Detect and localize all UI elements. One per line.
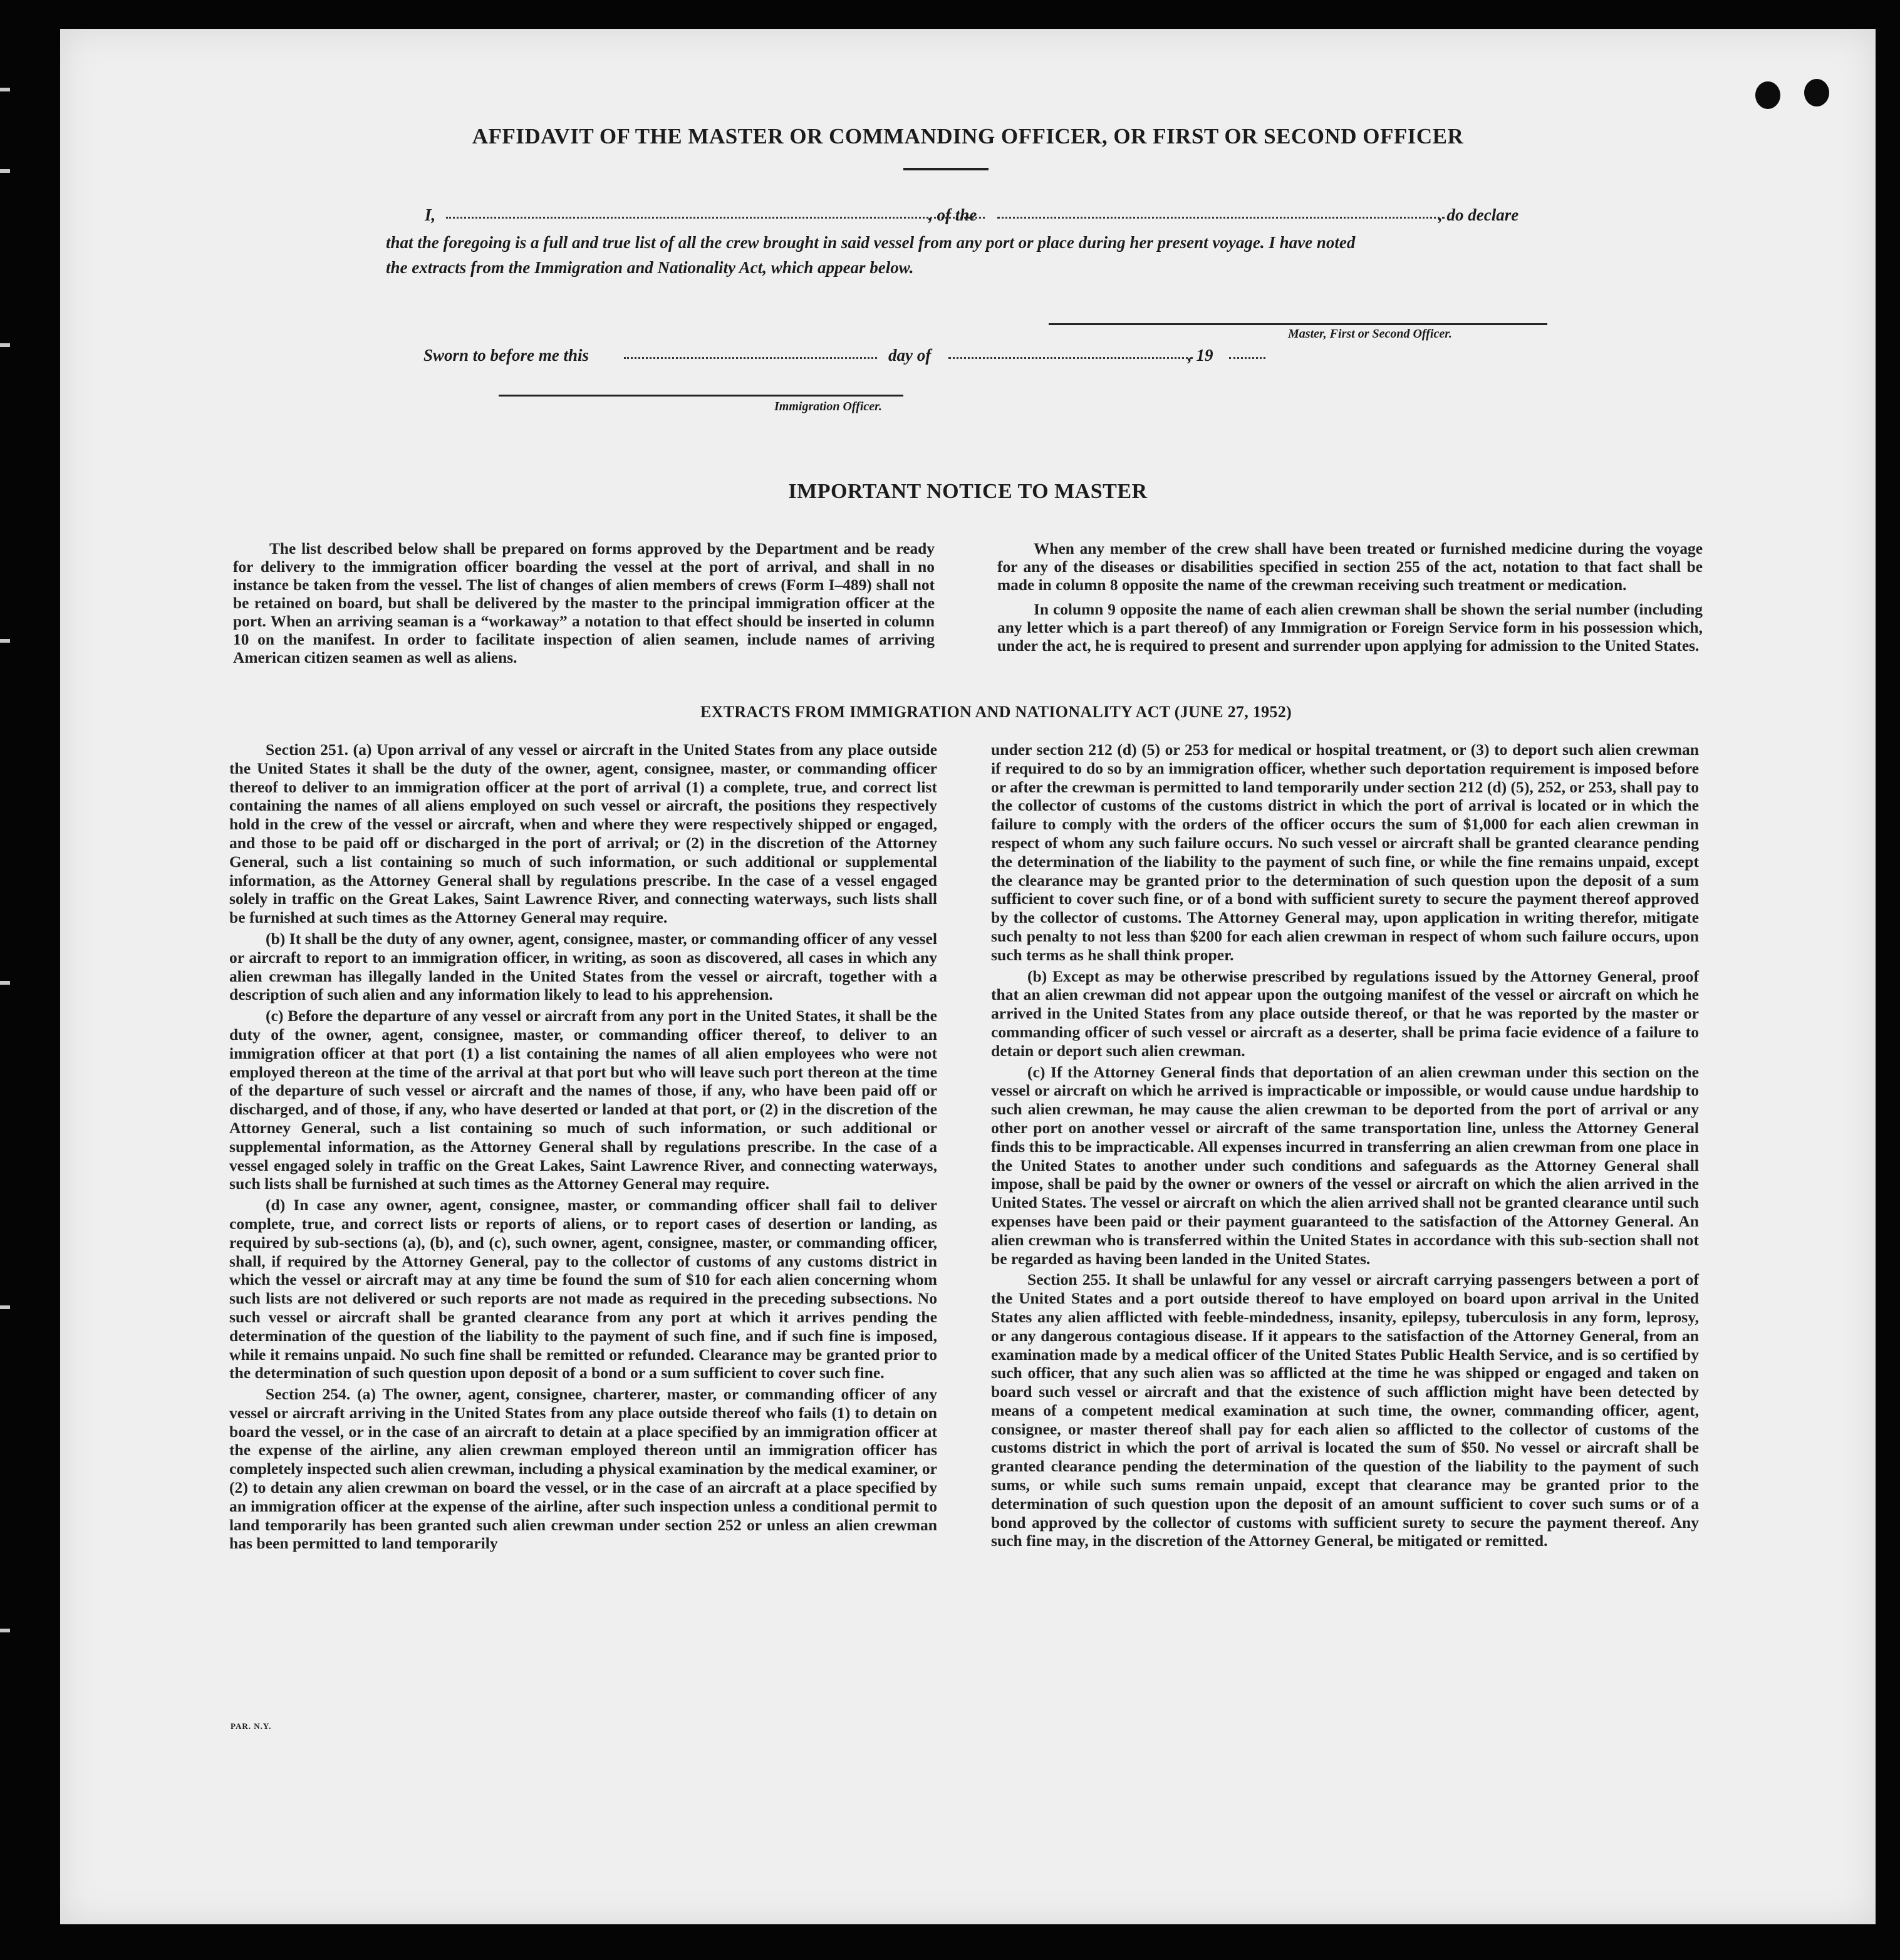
- edge-mark: [0, 88, 10, 91]
- extracts-title: EXTRACTS FROM IMMIGRATION AND NATIONALITY ACT (JUNE 27, 1952): [700, 703, 1292, 721]
- extracts-left-column: [229, 740, 937, 1555]
- vessel-name-field[interactable]: [997, 217, 1445, 219]
- master-signature-label: Master, First or Second Officer.: [1288, 327, 1452, 341]
- immigration-officer-label: Immigration Officer.: [774, 400, 882, 413]
- notice-right-paragraph-1: When any member of the crew shall have been treated or furnished medicine during the voyage for any of the diseases or disabilities specified in section 255 of the act, notation to that fact shall be made in column 8 opposite the name of the crewman receiving such treatment or medication.: [997, 540, 1703, 594]
- edge-mark: [0, 981, 10, 985]
- notice-left-paragraph: The list described below shall be prepared on forms approved by the Department and be ready for delivery to the immigration officer boarding the vessel at the port of arrival, and shall in no instance be taken from the vessel. The list of changes of alien members of crews (Form I–489) shall not be retained on board, but shall be delivered by the master to the principal immigration officer at the port. When an arriving seaman is a “workaway” a notation to that effect should be inserted in column 10 on the manifest. In order to facilitate inspection of alien seamen, include names of arriving American citizen seamen as well as aliens.: [233, 540, 935, 666]
- affiant-label: I,: [425, 205, 436, 224]
- notice-right-column: [997, 540, 1703, 660]
- section-251-d: (d) In case any owner, agent, consignee, master, or commanding officer shall fail to deliver complete, true, and correct lists or reports of aliens, or to report cases of desertion or landing, as required by sub-sections (a), (b), and (c), such owner, agent, consignee, master, or commanding officer, shall, if required by the Attorney General, pay to the collector of customs of any customs district in which the vessel or aircraft may at any time be found the sum of $10 for each alien concerning whom such lists are not delivered or such reports are not made as required in the preceding subsections. No such vessel or aircraft shall be granted clearance from any port at which it arrives pending the determination of the question of the liability to the payment of such fine, and if such fine is imposed, while it remains unpaid. No such fine shall be remitted or refunded. Clearance may be granted prior to the determination of such question upon deposit of a bond or a sum sufficient to cover such fine.: [229, 1196, 937, 1382]
- year-label: , 19: [1188, 346, 1213, 365]
- edge-mark: [0, 1305, 10, 1309]
- notice-left-column: [233, 540, 935, 671]
- punch-hole-right: [1804, 79, 1829, 106]
- notice-right-paragraph-2: In column 9 opposite the name of each alien crewman shall be shown the serial number (including any letter which is a part thereof) of any Immigration or Foreign Service form in his possession which, under the act, he is required to present and surrender upon applying for admission to the United States.: [997, 601, 1703, 655]
- declaration-line-1: that the foregoing is a full and true list of all the crew brought in said vessel from any port or place during her present voyage. I have noted: [386, 233, 1356, 252]
- sworn-day-field[interactable]: [624, 357, 877, 359]
- edge-mark: [0, 639, 10, 643]
- section-254-c: (c) If the Attorney General finds that deportation of an alien crewman under this section on the vessel or aircraft on which he arrived is impracticable or impossible, or would cause undue hardship to such alien crewman, he may cause the alien crewman to be deported from the port of arrival or any other port on another vessel or aircraft of the same transportation line, unless the Attorney General finds this to be impracticable. All expenses incurred in transferring an alien crewman from one place in the United States to another under such conditions and safeguards as the Attorney General shall impose, shall be paid by the owner or owners of the vessel or aircraft on which the alien arrived in the United States. The vessel or aircraft on which the alien arrived shall not be granted clearance until such expenses have been paid or their payment guaranteed to the satisfaction of the Attorney General. An alien crewman who is transferred within the United States in accordance with this sub-section shall not be regarded as having been landed in the United States.: [991, 1062, 1699, 1268]
- affiant-name-field[interactable]: [446, 217, 985, 219]
- vessel-label: , of the: [928, 205, 977, 224]
- section-255: Section 255. It shall be unlawful for any vessel or aircraft carrying passengers between a port of the United States and a port outside thereof to have employed on board upon arrival in the United States any alien afflicted with feeble-mindedness, insanity, epilepsy, tuberculosis in any form, leprosy, or any dangerous contagious disease. If it appears to the satisfaction of the Attorney General, from an examination made by a medical officer of the United States Public Health Service, and is so certified by such officer, that any such alien was so afflicted at the time he was shipped or engaged and taken on board such vessel or aircraft and that the existence of such affliction might have been detected by means of a competent medical examination at such time, the owner, commanding officer, agent, consignee, or master thereof shall pay for each alien so afflicted to the collector of customs of the customs district in which the port of arrival is located the sum of $50. No vessel or aircraft shall be granted clearance pending the determination of the question of the liability to the payment of such sums, or while such sums remain unpaid, except that clearance may be granted prior to the determination of such question upon the deposit of an amount sufficient to cover such sums or of a bond approved by the collector of customs with sufficient surety to secure the payment thereof. Any such fine may, in the discretion of the Attorney General, be mitigated or remitted.: [991, 1270, 1699, 1550]
- edge-mark: [0, 1629, 10, 1632]
- section-254-a: Section 254. (a) The owner, agent, consignee, charterer, master, or commanding officer of any vessel or aircraft arriving in the United States from any place outside thereof who fails (1) to detain on board the vessel, or in the case of an aircraft to detain at a place specified by an immigration officer at the expense of the airline, any alien crewman employed thereon until an immigration officer has completely inspected such alien crewman, including a physical examination by the medical examiner, or (2) to detain any alien crewman on board the vessel, or in the case of an aircraft at a place specified by an immigration officer at the expense of the airline, after such inspection unless a conditional permit to land temporarily has been granted such alien crewman under section 252 or unless an alien crewman has been permitted to land temporarily: [229, 1385, 937, 1553]
- immigration-officer-signature-line[interactable]: [499, 395, 903, 397]
- declaration-line-2: the extracts from the Immigration and Nationality Act, which appear below.: [386, 258, 914, 277]
- extracts-right-column: [991, 740, 1699, 1553]
- section-254-a-continued: under section 212 (d) (5) or 253 for medical or hospital treatment, or (3) to deport such alien crewman if required to do so by an immigration officer, whether such deportation requirement is imposed before or after the crewman is permitted to land temporarily under section 212 (d) (5), 252, or 253, shall pay to the collector of customs of the customs district in which the port of arrival is located or in which the failure to comply with the orders of the officer occurs the sum of $1,000 for each alien crewman in respect of whom any such failure occurs. No such vessel or aircraft shall be granted clearance pending the determination of the liability to the payment of such fine, or while the fine remains unpaid, except the clearance may be granted prior to the determination of such question upon the deposit of a sum sufficient to cover such fine, or of a bond with sufficient surety to secure the payment thereof approved by the collector of customs. The Attorney General may, upon application in writing therefor, mitigate such penalty to not less than $200 for each alien crewman in respect of whom such failure occurs, upon such terms as he shall think proper.: [991, 740, 1699, 964]
- sworn-year-field[interactable]: [1229, 357, 1265, 359]
- sworn-label: Sworn to before me this: [423, 346, 589, 365]
- edge-mark: [0, 169, 10, 173]
- master-signature-line[interactable]: [1049, 323, 1547, 325]
- declare-label: , do declare: [1438, 205, 1519, 224]
- affidavit-title: AFFIDAVIT OF THE MASTER OR COMMANDING OFFICER, OR FIRST OR SECOND OFFICER: [472, 124, 1464, 148]
- edge-mark: [0, 343, 10, 347]
- form-sheet: [60, 29, 1876, 1924]
- section-254-b: (b) Except as may be otherwise prescribed by regulations issued by the Attorney General, proof that an alien crewman did not appear upon the outgoing manifest of the vessel or aircraft on which he arrived in the United States from any place outside thereof, or that he was reported by the master or commanding officer of such vessel or aircraft as a deserter, shall be prima facie evidence of a failure to detain or deport such alien crewman.: [991, 967, 1699, 1060]
- printer-mark: PAR. N.Y.: [231, 1721, 272, 1731]
- notice-title: IMPORTANT NOTICE TO MASTER: [788, 480, 1148, 503]
- day-of-label: day of: [888, 346, 932, 365]
- punch-hole-left: [1755, 81, 1780, 109]
- section-251-b: (b) It shall be the duty of any owner, agent, consignee, master, or commanding officer of any vessel or aircraft to report to an immigration officer, in writing, as soon as discovered, all cases in which any alien crewman has illegally landed in the United States from the vessel or aircraft, together with a description of such alien and any information likely to lead to his apprehension.: [229, 929, 937, 1004]
- section-251-c: (c) Before the departure of any vessel or aircraft from any port in the United States, it shall be the duty of the owner, agent, consignee, master, or commanding officer thereof, to deliver to an immigration officer at that port (1) a list containing the names of all alien employees who were not employed thereon at the time of the arrival at that port but who will leave such port thereon at the time of the departure of such vessel or aircraft and the names of those, if any, who have been paid off or discharged, and of those, if any, who have deserted or landed at that port, or (2) in the discretion of the Attorney General, such a list containing so much of such information, or such additional or supplemental information, as the Attorney General shall by regulations prescribe. In the case of a vessel engaged solely in traffic on the Great Lakes, Saint Lawrence River, and connecting waterways, such lists shall be furnished at such times as the Attorney General may require.: [229, 1007, 937, 1193]
- section-251-a: Section 251. (a) Upon arrival of any vessel or aircraft in the United States from any place outside the United States it shall be the duty of the owner, agent, consignee, master, or commanding officer thereof to deliver to an immigration officer at the port of arrival (1) a complete, true, and correct list containing the names of all aliens employed on such vessel or aircraft, the positions they respectively hold in the crew of the vessel or aircraft, when and where they were respectively shipped or engaged, and those to be paid off or discharged in the port of arrival; or (2) in the discretion of the Attorney General, such a list containing so much of such information, or such additional or supplemental information, as the Attorney General shall by regulations prescribe. In the case of a vessel engaged solely in traffic on the Great Lakes, Saint Lawrence River, and connecting waterways, such lists shall be furnished at such times as the Attorney General may require.: [229, 740, 937, 927]
- sworn-month-field[interactable]: [948, 357, 1193, 359]
- title-underline: [903, 168, 989, 170]
